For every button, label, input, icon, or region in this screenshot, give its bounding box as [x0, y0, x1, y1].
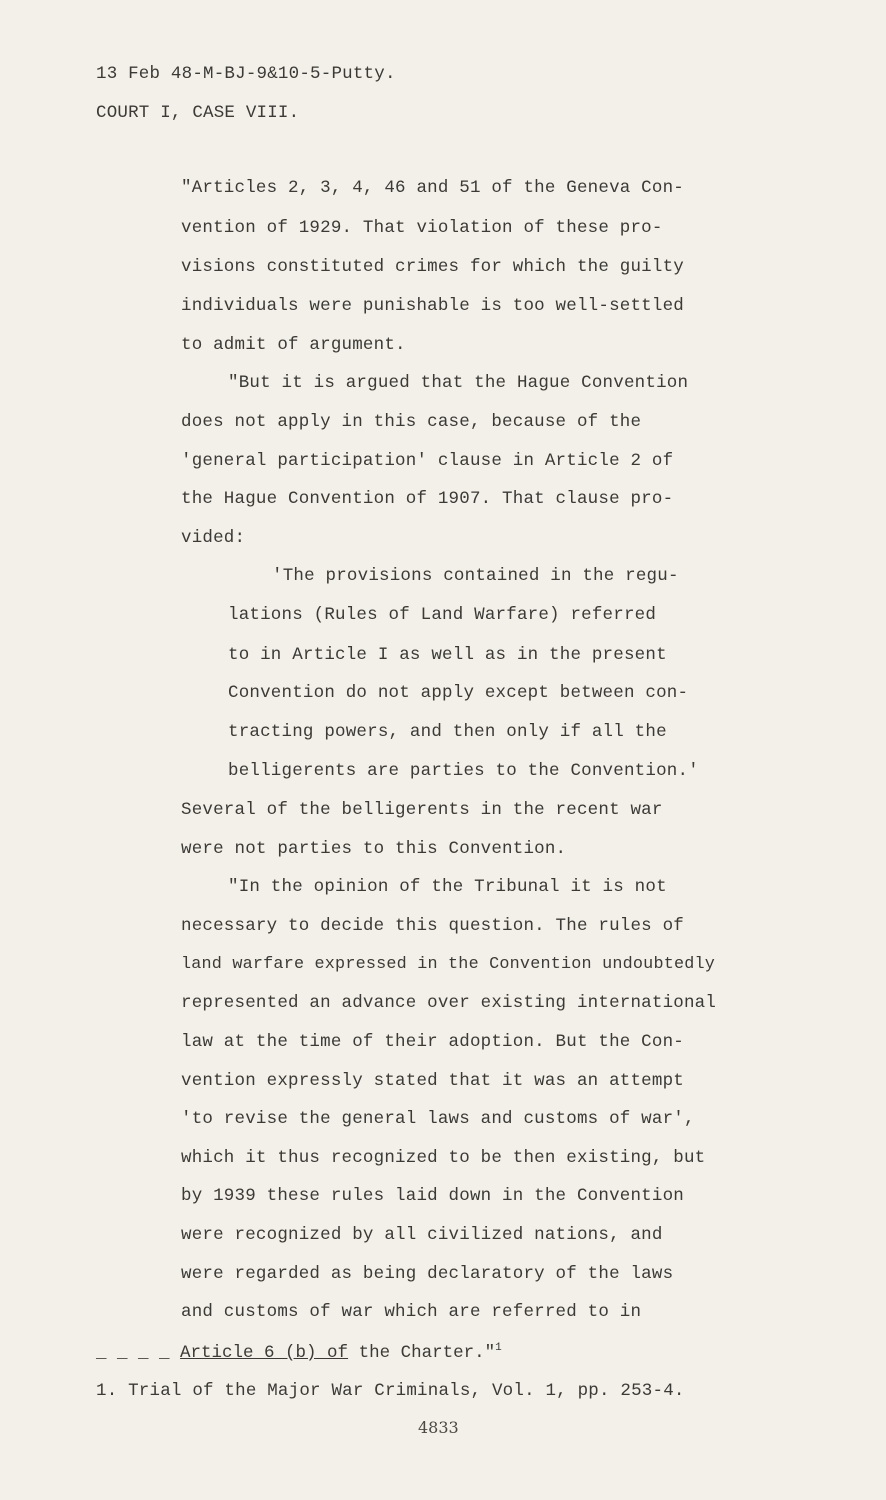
paragraph-4-line: represented an advance over existing international	[181, 993, 717, 1013]
page-number: 4833	[418, 1418, 459, 1437]
charter-text: the Charter."	[348, 1342, 496, 1363]
quote-line: tracting powers, and then only if all the	[228, 722, 667, 742]
article-reference: Article 6 (b) of	[180, 1342, 349, 1363]
paragraph-2-line: vided:	[181, 528, 246, 548]
quote-line: to in Article I as well as in the present	[228, 645, 667, 665]
paragraph-4-line: were regarded as being declaratory of the laws	[181, 1264, 674, 1284]
paragraph-4-line: which it thus recognized to be then existing, but	[181, 1148, 706, 1168]
paragraph-3-line: were not parties to this Convention.	[181, 839, 567, 859]
paragraph-4-line: 'to revise the general laws and customs of war',	[181, 1109, 695, 1129]
paragraph-2-line: "But it is argued that the Hague Convention	[228, 373, 689, 393]
quote-line: 'The provisions contained in the regu-	[272, 566, 679, 586]
paragraph-4-line: were recognized by all civilized nations, and	[181, 1225, 663, 1245]
paragraph-2-line: does not apply in this case, because of the	[181, 412, 642, 432]
paragraph-3-line: Several of the belligerents in the recent war	[181, 800, 663, 820]
paragraph-4-line: by 1939 these rules laid down in the Convention	[181, 1186, 684, 1206]
paragraph-1-line: individuals were punishable is too well-settled	[181, 296, 684, 316]
paragraph-4-line: law at the time of their adoption. But the Con-	[181, 1032, 684, 1052]
leader-dashes: _ _ _ _	[96, 1342, 170, 1363]
paragraph-1-line: to admit of argument.	[181, 335, 406, 355]
charter-reference-line	[96, 1342, 502, 1363]
paragraph-4-line: and customs of war which are referred to in	[181, 1302, 642, 1322]
paragraph-1-line: visions constituted crimes for which the guilty	[181, 257, 684, 277]
quote-line: belligerents are parties to the Convention.'	[228, 761, 699, 781]
footnote-text: 1. Trial of the Major War Criminals, Vol. 1, pp. 253-4.	[96, 1381, 685, 1401]
paragraph-4-line: vention expressly stated that it was an attempt	[181, 1071, 684, 1091]
paragraph-1-line: vention of 1929. That violation of these pro-	[181, 218, 663, 238]
footnote-marker: 1	[495, 1342, 502, 1354]
header-line-2: COURT I, CASE VIII.	[96, 103, 300, 123]
header-line-1: 13 Feb 48-M-BJ-9&10-5-Putty.	[96, 64, 396, 84]
quote-line: Convention do not apply except between con-	[228, 683, 689, 703]
paragraph-2-line: the Hague Convention of 1907. That clause pro-	[181, 489, 674, 509]
quote-line: lations (Rules of Land Warfare) referred	[228, 605, 657, 625]
paragraph-4-line: land warfare expressed in the Convention undoubtedly	[181, 955, 716, 974]
paragraph-4-line: "In the opinion of the Tribunal it is not	[228, 877, 667, 897]
paragraph-2-line: 'general participation' clause in Article 2 of	[181, 451, 674, 471]
paragraph-1-line: "Articles 2, 3, 4, 46 and 51 of the Geneva Con-	[181, 178, 684, 198]
paragraph-4-line: necessary to decide this question. The rules of	[181, 916, 684, 936]
